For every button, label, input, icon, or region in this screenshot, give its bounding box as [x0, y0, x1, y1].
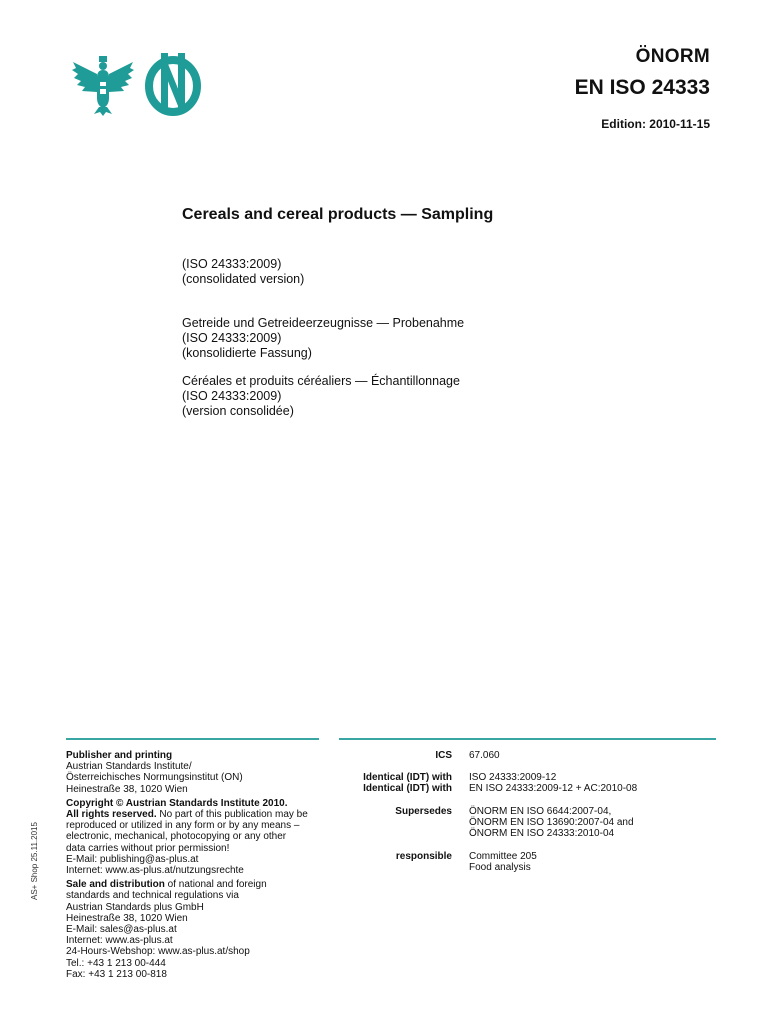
supersedes-label: Supersedes	[395, 806, 452, 817]
german-title-block	[182, 316, 464, 361]
english-line: (ISO 24333:2009)	[182, 257, 282, 271]
publisher-line: Heinestraße 38, 1020 Wien	[66, 783, 188, 795]
ics-value: 67.060	[469, 750, 500, 761]
responsible-value: Food analysis	[469, 862, 531, 873]
french-title-block	[182, 374, 460, 419]
sale-heading: Sale and distribution	[66, 879, 165, 891]
sale-line: standards and technical regulations via	[66, 890, 239, 902]
sale-email: E-Mail: sales@as-plus.at	[66, 924, 177, 936]
german-line: (ISO 24333:2009)	[182, 331, 282, 345]
publisher-line: Österreichisches Normungsinstitut (ON)	[66, 772, 243, 784]
supersedes-value: ÖNORM EN ISO 24333:2010-04	[469, 828, 615, 839]
sale-fax: Fax: +43 1 213 00-818	[66, 968, 167, 980]
publisher-heading: Publisher and printing	[66, 750, 173, 761]
copyright-heading: Copyright © Austrian Standards Institute 2010.	[66, 797, 288, 809]
copyright-internet: Internet: www.as-plus.at/nutzungsrechte	[66, 865, 244, 877]
french-line: (ISO 24333:2009)	[182, 389, 282, 403]
copyright-email: E-Mail: publishing@as-plus.at	[66, 853, 199, 865]
sale-line: Austrian Standards plus GmbH	[66, 901, 204, 913]
sale-line: Heinestraße 38, 1020 Wien	[66, 912, 188, 924]
identical-label: Identical (IDT) with	[363, 772, 452, 783]
copyright-text: No part of this publication may be	[156, 809, 308, 821]
sale-internet: Internet: www.as-plus.at	[66, 935, 173, 947]
right-divider	[339, 738, 716, 740]
identical-label: Identical (IDT) with	[363, 783, 452, 794]
publisher-info	[66, 750, 308, 980]
document-title: Cereals and cereal products — Sampling	[182, 206, 494, 223]
sale-text: of national and foreign	[164, 879, 267, 891]
edition-date: Edition: 2010-11-15	[601, 117, 710, 131]
sale-webshop: 24-Hours-Webshop: www.as-plus.at/shop	[66, 946, 250, 958]
copyright-line: reproduced or utilized in any form or by any means –	[66, 820, 300, 832]
standard-number: EN ISO 24333	[574, 76, 710, 99]
english-line: (consolidated version)	[182, 272, 305, 286]
english-reference-block	[182, 257, 304, 287]
left-divider	[66, 738, 319, 740]
austrian-eagle-crest-logo	[70, 50, 136, 116]
french-line: Céréales et produits céréaliers — Échantillonnage	[182, 374, 460, 388]
supersedes-value: ÖNORM EN ISO 6644:2007-04,	[469, 806, 612, 817]
copyright-line: data carries without prior permission!	[66, 842, 230, 854]
on-logo	[144, 50, 202, 116]
supersedes-value: ÖNORM EN ISO 13690:2007-04 and	[469, 817, 634, 828]
responsible-label: responsible	[395, 851, 452, 862]
french-line: (version consolidée)	[182, 404, 294, 418]
identical-value: EN ISO 24333:2009-12 + AC:2010-08	[469, 783, 638, 794]
ics-label: ICS	[435, 750, 452, 761]
german-line: (konsolidierte Fassung)	[182, 346, 312, 360]
standard-prefix: ÖNORM	[635, 46, 710, 67]
copyright-line: electronic, mechanical, photocopying or any other	[66, 831, 287, 843]
german-line: Getreide und Getreideerzeugnisse — Probenahme	[182, 316, 465, 330]
identical-value: ISO 24333:2009-12	[469, 772, 557, 783]
sale-tel: Tel.: +43 1 213 00-444	[66, 957, 166, 969]
rights-reserved: All rights reserved.	[66, 809, 157, 821]
responsible-value: Committee 205	[469, 851, 537, 862]
shop-stamp: AS+ Shop 25.11.2015	[30, 822, 39, 900]
publisher-line: Austrian Standards Institute/	[66, 761, 192, 773]
